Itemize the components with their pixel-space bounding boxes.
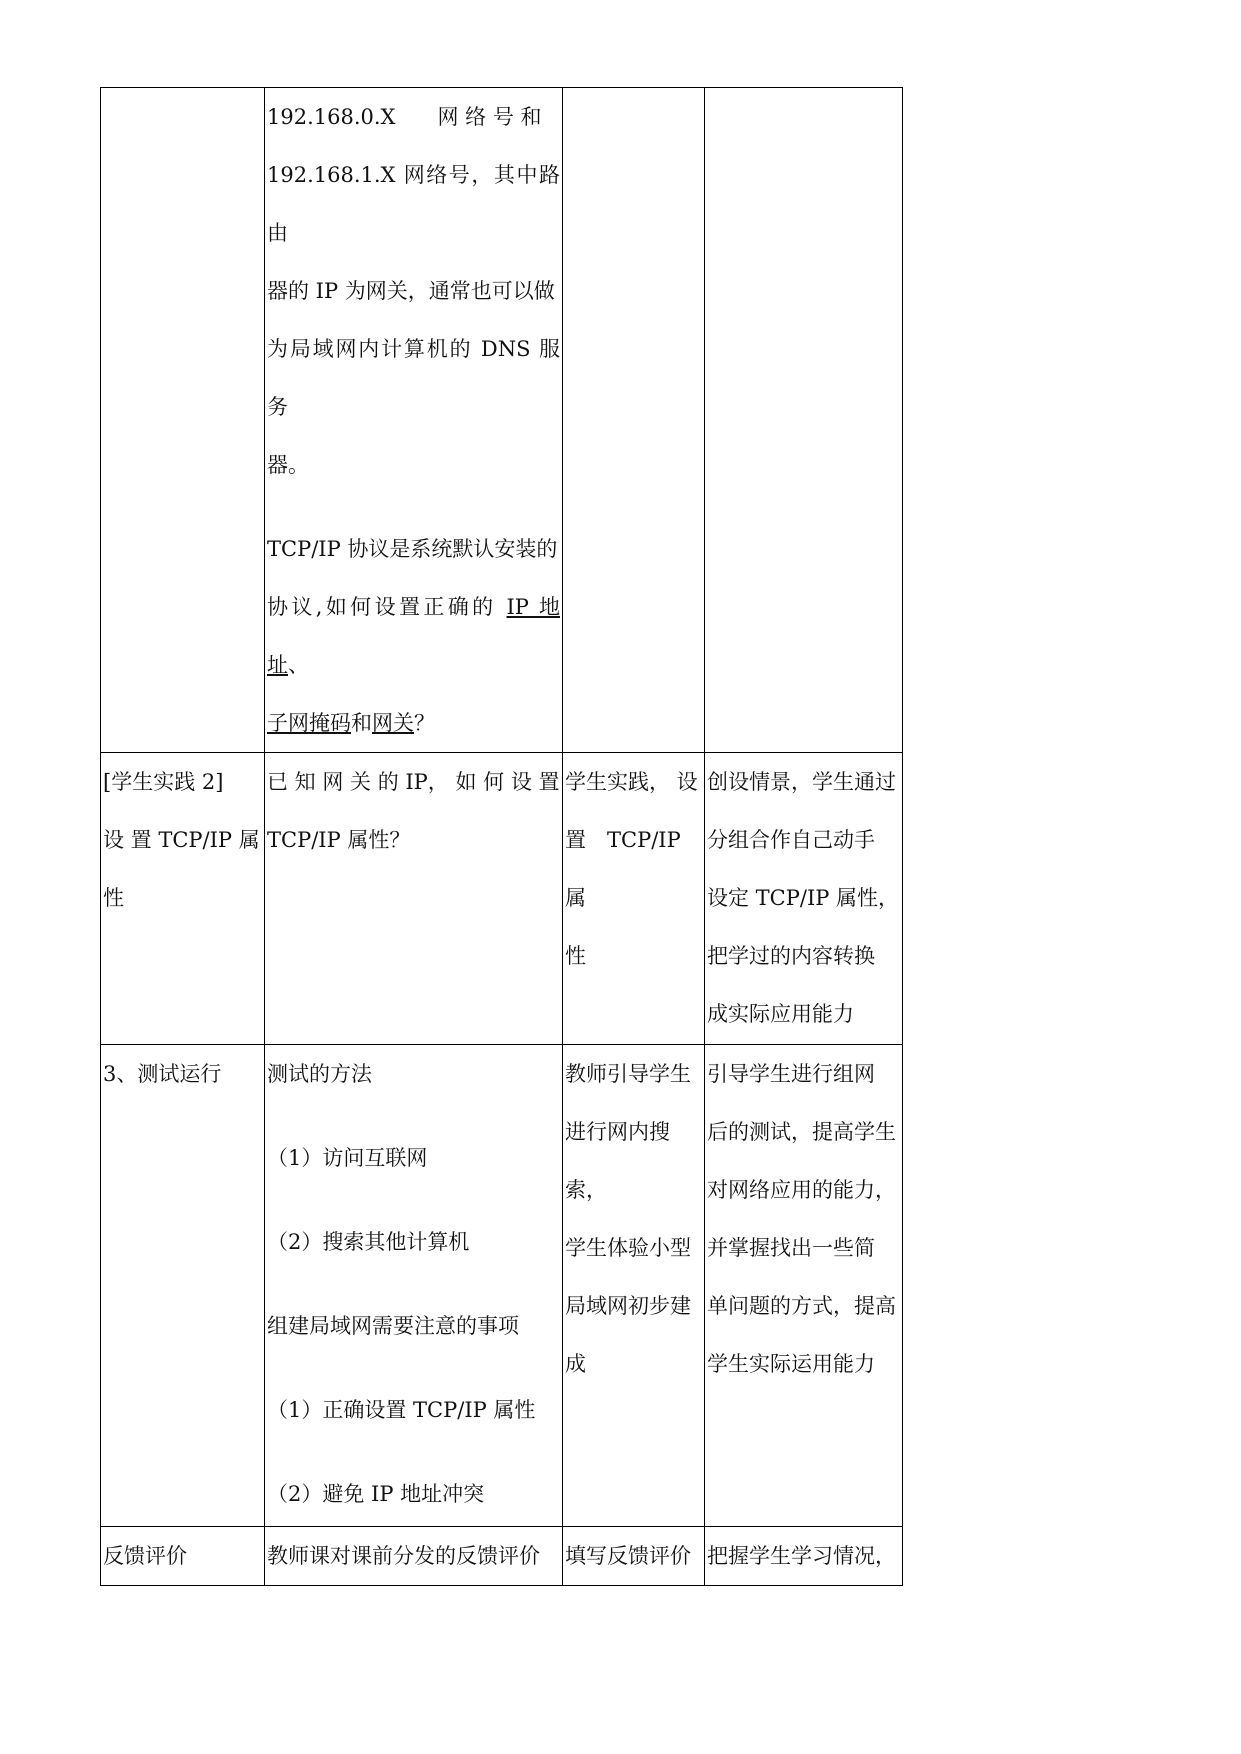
table-cell xyxy=(563,753,705,1045)
table-cell xyxy=(563,1045,705,1527)
cell-text: 成实际应用能力 xyxy=(707,1002,854,1026)
cell-text: 单问题的方式，提高 xyxy=(707,1294,896,1318)
table-cell xyxy=(265,753,563,1045)
cell-text: 192.168.1.X 网络号，其中路由 xyxy=(267,163,560,245)
cell-text: TCP/IP 协议是系统默认安装的 xyxy=(267,537,558,561)
table-cell xyxy=(705,88,903,753)
cell-text: 性 xyxy=(565,944,586,968)
cell-text: 192.168.0.X 网 络 号 和 xyxy=(267,105,542,129)
table-cell xyxy=(265,1527,563,1586)
gateway-link: 网关 xyxy=(372,711,414,735)
cell-text: 成 xyxy=(565,1352,586,1376)
table-cell xyxy=(101,1045,265,1527)
cell-text: 测试的方法 xyxy=(267,1062,372,1086)
table-row xyxy=(101,1045,903,1527)
cell-text: 学生实践， 设 xyxy=(565,770,698,794)
cell-text: 进行网内搜索， xyxy=(565,1120,670,1202)
table-row xyxy=(101,1527,903,1586)
subnet-mask-link: 子网掩码 xyxy=(267,711,351,735)
cell-text: 子网掩码和网关？ xyxy=(267,711,435,735)
cell-text: 填写反馈评价 xyxy=(565,1544,691,1568)
cell-text: 3、测试运行 xyxy=(103,1062,222,1086)
table-cell xyxy=(705,1527,903,1586)
cell-text: 学生体验小型 xyxy=(565,1236,691,1260)
cell-text: 学生实际运用能力 xyxy=(707,1352,875,1376)
cell-text: 教师课对课前分发的反馈评价 xyxy=(267,1544,540,1568)
cell-text: 局域网初步建 xyxy=(565,1294,691,1318)
cell-text: （2）避免 IP 地址冲突 xyxy=(267,1482,485,1506)
cell-text: 引导学生进行组网 xyxy=(707,1062,875,1086)
table-cell xyxy=(101,88,265,753)
cell-text: 后的测试，提高学生 xyxy=(707,1120,896,1144)
cell-text: 器。 xyxy=(267,453,309,477)
ip-address-link: IP 地址 xyxy=(267,595,560,677)
cell-text: 把握学生学习情况， xyxy=(707,1544,896,1568)
cell-text: 教师引导学生 xyxy=(565,1062,691,1086)
table-cell xyxy=(101,1527,265,1586)
table-cell xyxy=(101,753,265,1045)
table-row xyxy=(101,753,903,1045)
cell-text: （1）正确设置 TCP/IP 属性 xyxy=(267,1398,536,1422)
table-cell xyxy=(705,753,903,1045)
cell-text: [学生实践 2] xyxy=(103,770,224,794)
cell-text: 设定 TCP/IP 属性， xyxy=(707,886,900,910)
cell-text: 置 TCP/IP 属 xyxy=(565,828,702,910)
table-cell xyxy=(563,88,705,753)
table-cell xyxy=(265,1045,563,1527)
cell-text: 器的 IP 为网关，通常也可以做 xyxy=(267,279,555,303)
cell-text: 并掌握找出一些简 xyxy=(707,1236,875,1260)
table-row xyxy=(101,88,903,753)
cell-text: 反馈评价 xyxy=(103,1544,187,1568)
cell-text: 组建局域网需要注意的事项 xyxy=(267,1314,519,1338)
lesson-plan-table xyxy=(100,87,903,1586)
table-cell xyxy=(563,1527,705,1586)
cell-text: 设 置 TCP/IP 属 xyxy=(103,828,260,852)
cell-text: 性 xyxy=(103,886,124,910)
cell-text: 分组合作自己动手 xyxy=(707,828,875,852)
cell-text: 创设情景，学生通过 xyxy=(707,770,896,794)
cell-text: TCP/IP 属性？ xyxy=(267,828,411,852)
cell-text: 对网络应用的能力， xyxy=(707,1178,896,1202)
table-cell xyxy=(265,88,563,753)
table-cell xyxy=(705,1045,903,1527)
cell-text: 协议,如何设置正确的 IP 地址、 xyxy=(267,595,560,677)
cell-text: 已 知 网 关 的 IP， 如 何 设 置 xyxy=(267,770,560,794)
cell-text: （1）访问互联网 xyxy=(267,1146,428,1170)
cell-text: 为局域网内计算机的 DNS 服务 xyxy=(267,337,560,419)
cell-text: （2）搜索其他计算机 xyxy=(267,1230,470,1254)
cell-text: 把学过的内容转换 xyxy=(707,944,875,968)
